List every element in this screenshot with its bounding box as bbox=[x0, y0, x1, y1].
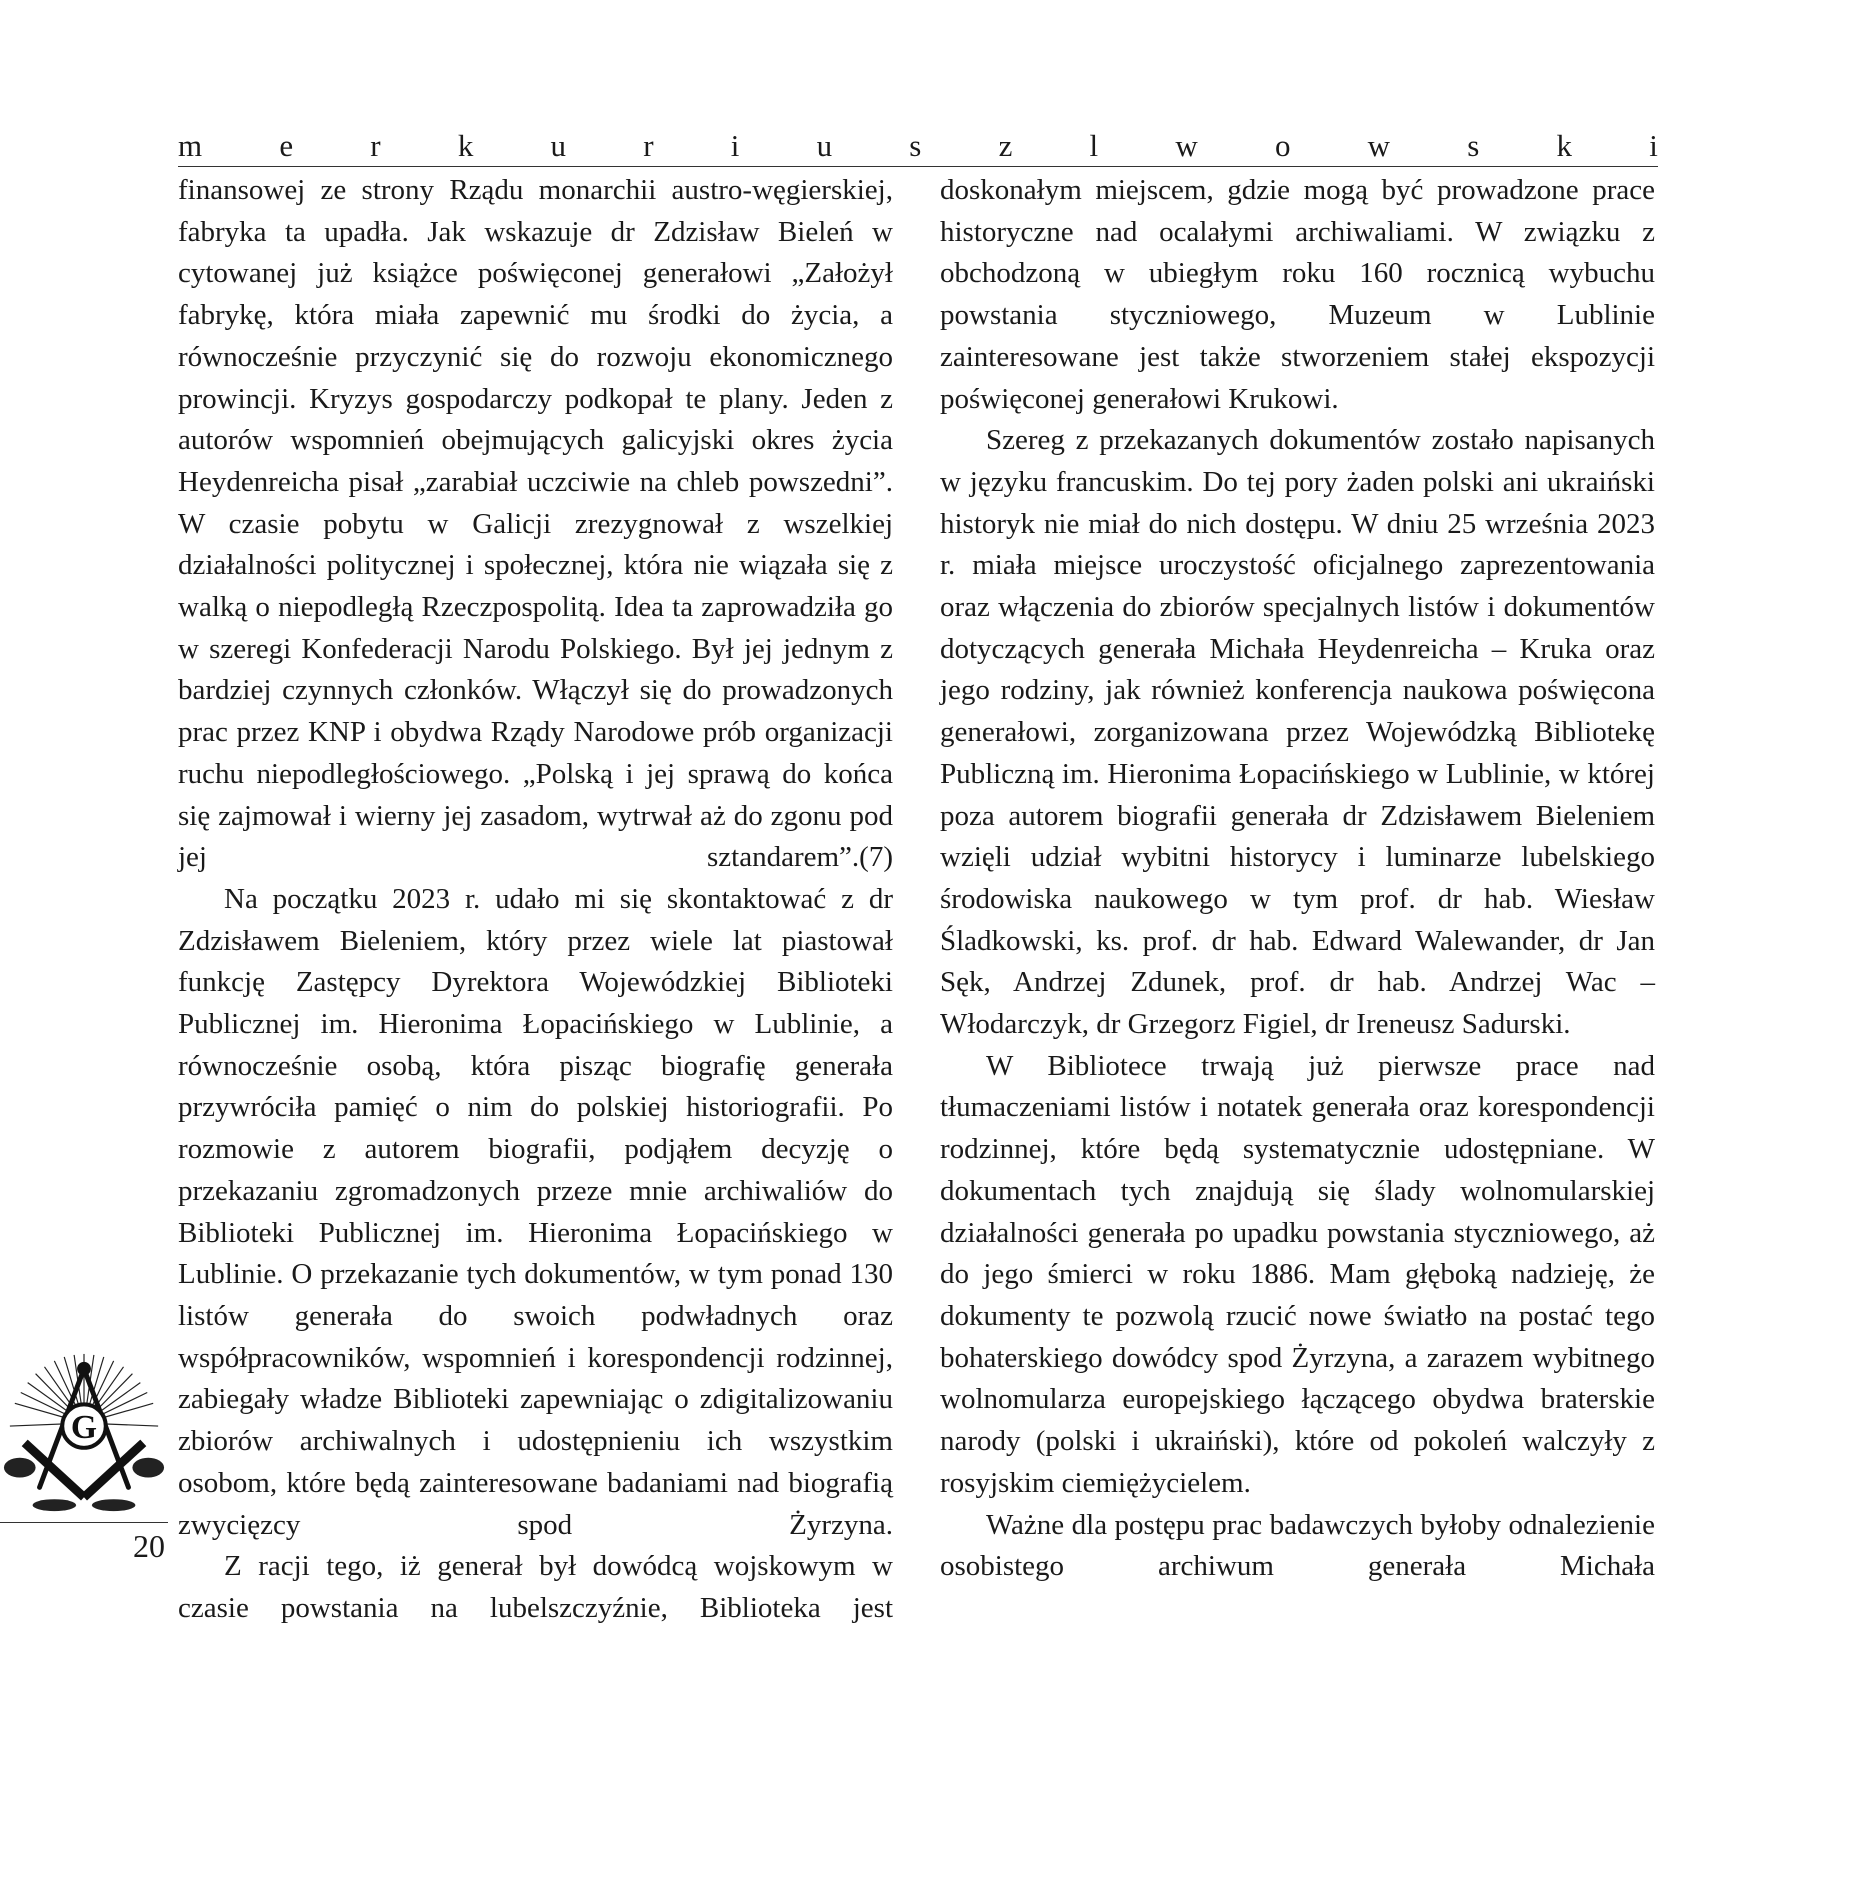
header-letter: z bbox=[998, 128, 1013, 163]
paragraph: Ważne dla postępu prac badawczych byłoby odnalezienie osobistego archiwum generała Michała bbox=[940, 1508, 1655, 1583]
paragraph: Szereg z przekazanych dokumentów zostało napisanych w języku francuskim. Do tej pory żaden polski ani ukraiński historyk nie miał do nich dostępu. W dniu 25 września 2023 r. miała miejsce uroczystość oficjalnego zaprezentowania oraz włączenia do zbiorów specjalnych listów i dokumentów dotyczących generała Michała Heydenreicha – Kruka oraz jego rodziny, jak również konferencja naukowa poświęcona generałowi, zorganizowana przez Wojewódzką Bibliotekę Publiczną im. Hieronima Łopacińskiego w Lublinie, w której poza autorem biografii generała dr Zdzisławem Bieleniem wzięli udział wybitni historycy i luminarze lubelskiego środowiska naukowego w tym prof. dr hab. Wiesław Śladkowski, ks. prof. dr hab. Edward Walewander, dr Jan Sęk, Andrzej Zdunek, prof. dr hab. Andrzej Wac – Włodarczyk, dr Grzegorz Figiel, dr Ireneusz Sadurski. bbox=[940, 424, 1655, 1041]
header-letter: l bbox=[1089, 128, 1099, 163]
header-letter: o bbox=[1274, 128, 1291, 163]
emblem-letter: G bbox=[70, 1408, 98, 1446]
header-rule bbox=[178, 166, 1658, 167]
paragraph: Z racji tego, iż generał był dowódcą wojskowym w czasie powstania na lubelszczyźnie, Biblioteka jest bbox=[178, 1550, 893, 1624]
header-letter: w bbox=[1367, 128, 1391, 163]
header-letter: u bbox=[816, 128, 833, 163]
header-letter: s bbox=[1467, 128, 1480, 163]
paragraph: Na początku 2023 r. udało mi się skontaktować z dr Zdzisławem Bieleniem, który przez wiele lat piastował funkcję Zastępcy Dyrektora Wojewódzkiej Biblioteki Publicznej im. Hieronima Łopacińskiego w Lublinie, a równocześnie osobą, która pisząc biografię generała przywróciła pamięć o nim do polskiej historiografii. Po rozmowie z autorem biografii, podjąłem decyzję o przekazaniu zgromadzonych przeze mnie archiwaliów do Biblioteki Publicznej im. Hieronima Łopacińskiego w Lublinie. O przekazanie tych dokumentów, w tym ponad 130 listów generała do swoich podwładnych oraz współpracowników, wspomnień i korespondencji rodzinnej, zabiegały władze Biblioteki zapewniając o zdigitalizowaniu zbiorów archiwalnych i udostępnieniu ich wszystkim osobom, które będą zainteresowane badaniami nad biografią zwycięzcy spod Żyrzyna. bbox=[178, 882, 893, 1541]
header-letter: s bbox=[909, 128, 922, 163]
page-number: 20 bbox=[133, 1528, 165, 1564]
header-letter: r bbox=[643, 128, 654, 163]
paragraph: doskonałym miejscem, gdzie mogą być prowadzone prace historyczne nad ocalałymi archiwaliami. W związku z obchodzoną w ubiegłym roku 160 rocznicą wybuchu powstania styczniowego, Muzeum w Lublinie zainteresowane jest także stworzeniem stałej ekspozycji poświęconej generałowi Krukowi. bbox=[940, 174, 1655, 415]
header-letter: i bbox=[1649, 128, 1658, 163]
running-header bbox=[178, 128, 1658, 164]
footer-rule bbox=[0, 1522, 168, 1523]
paragraph: W Bibliotece trwają już pierwsze prace nad tłumaczeniami listów i notatek generała oraz korespondencji rodzinnej, które będą systematycznie udostępniane. W dokumentach tych znajdują się ślady wolnomularskiej działalności generała po upadku powstania styczniowego, aż do jego śmierci w roku 1886. Mam głęboką nadzieję, że dokumenty te pozwolą rzucić nowe światło na postać tego bohaterskiego dowódcy spod Żyrzyna, a zarazem wybitnego wolnomularza europejskiego łączącego obydwa braterskie narody (polski i ukraiński), które od pokoleń walczyły z rosyjskim ciemiężycielem. bbox=[940, 1049, 1655, 1499]
paragraph: finansowej ze strony Rządu monarchii austro-węgierskiej, fabryka ta upadła. Jak wskazuje dr Zdzisław Bieleń w cytowanej już książce poświęconej generałowi „Założył fabrykę, która miała zapewnić mu środki do życia, a równocześnie przyczynić się do rozwoju ekonomicznego prowincji. Kryzys gospodarczy podkopał te plany. Jeden z autorów wspomnień obejmujących galicyjski okres życia Heydenreicha pisał „zarabiał uczciwie na chleb powszedni”. W czasie pobytu w Galicji zrezygnował z wszelkiej działalności politycznej i społecznej, która nie wiązała się z walką o niepodległą Rzeczpospolitą. Idea ta zaprowadziła go w szeregi Konfederacji Narodu Polskiego. Był jej jednym z bardziej czynnych członków. Włączył się do prowadzonych prac przez KNP i obydwa Rządy Narodowe prób organizacji ruchu niepodległościowego. „Polską i jej sprawą do końca się zajmował i wierny jej zasadom, wytrwał aż do zgonu pod jej sztandarem”.(7) bbox=[178, 174, 893, 874]
header-letter: w bbox=[1175, 128, 1198, 163]
header-letter: k bbox=[1556, 128, 1573, 163]
header-letter: e bbox=[279, 128, 294, 163]
header-letter: r bbox=[370, 128, 381, 163]
header-letter: k bbox=[457, 128, 474, 163]
header-letter: u bbox=[550, 128, 567, 163]
header-letter: m bbox=[178, 128, 203, 163]
masonic-square-compass-icon bbox=[0, 1348, 168, 1518]
left-column bbox=[178, 170, 893, 1630]
right-column bbox=[940, 170, 1655, 1588]
header-letter: i bbox=[730, 128, 740, 163]
